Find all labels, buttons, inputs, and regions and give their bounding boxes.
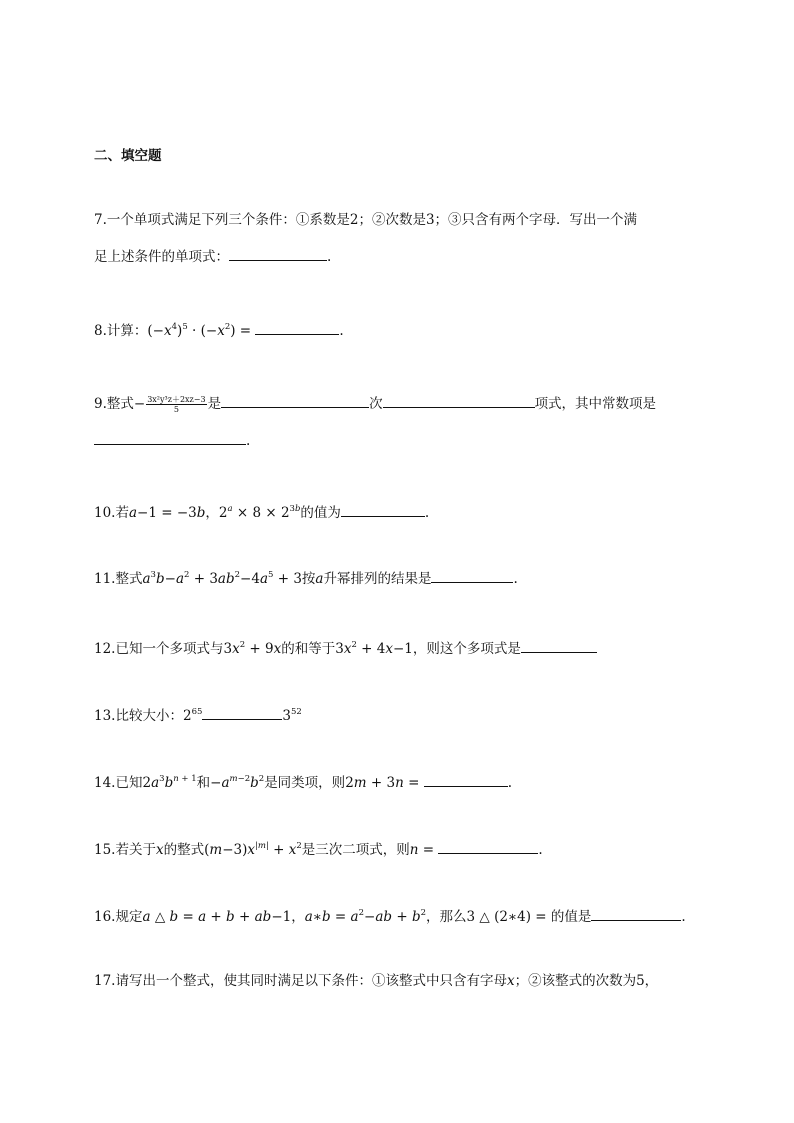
q7-text-2: 足上述条件的单项式： bbox=[94, 249, 229, 265]
question-8: 8.计算：$(-x^4)^5 \cdot (-x^2)$ = . bbox=[94, 322, 344, 339]
q7-text: 7.一个单项式满足下列三个条件：①系数是2；②次数是3；③只含有两个字母．写出一个满 bbox=[94, 212, 638, 228]
question-17: 17.请写出一个整式，使其同时满足以下条件：①该整式中只含有字母x；②该整式的次数为5， bbox=[94, 973, 659, 989]
question-16: 16.规定a △ b = a + b + ab−1，a∗b = $a^2-ab + b^2$，那么3 △ (2∗4) = 的值是 . bbox=[94, 908, 686, 925]
answer-blank-9c[interactable] bbox=[94, 430, 246, 445]
q8-math: $(-x^4)^5 \cdot (-x^2)$ = bbox=[147, 322, 256, 339]
answer-blank-11[interactable] bbox=[431, 568, 513, 583]
answer-blank-7[interactable] bbox=[229, 246, 327, 261]
question-14: 14.已知$2a^3b^{n + 1}$和$-a^{m-2}b^2$是同类项，则2m + 3n = . bbox=[94, 774, 512, 791]
answer-blank-9b[interactable] bbox=[383, 393, 535, 408]
answer-blank-10[interactable] bbox=[341, 502, 425, 517]
answer-blank-13[interactable] bbox=[202, 705, 282, 720]
question-15: 15.若关于x的整式$(m-3)x^{|m|} + x^2$是三次二项式，则n = . bbox=[94, 841, 543, 858]
question-13: 13.比较大小：$2^{65}$ $3^{52}$ bbox=[94, 707, 302, 724]
question-9-line-2: . bbox=[94, 430, 250, 450]
question-7-line-2: 足上述条件的单项式： . bbox=[94, 246, 331, 266]
answer-blank-12[interactable] bbox=[521, 638, 597, 653]
question-11: 11.整式$a^3b-a^2 + 3ab^2-4a^5 + 3$按a升幂排列的结果是 . bbox=[94, 570, 518, 587]
answer-blank-16[interactable] bbox=[591, 906, 681, 921]
question-10: 10.若a−1 = −3b，$2^a \times 8 \times 2^{3b}$的值为 . bbox=[94, 504, 430, 521]
question-12: 12.已知一个多项式与$3x^2 + 9x$的和等于$3x^2 + 4x-1$，则这个多项式是 bbox=[94, 636, 597, 658]
answer-blank-9a[interactable] bbox=[221, 393, 369, 408]
answer-blank-15[interactable] bbox=[438, 839, 538, 854]
section-title: 二、填空题 bbox=[94, 148, 162, 164]
question-9-line-1: 9.整式− $\frac{\text{3x²y³z＋2xz−3}}{5}$ 是 次 项式，其中常数项是 bbox=[94, 395, 657, 414]
answer-blank-14[interactable] bbox=[424, 772, 508, 787]
q9-fraction: $\frac{\text{3x²y³z＋2xz−3}}{5}$ bbox=[147, 395, 206, 414]
question-7-line-1 bbox=[94, 211, 637, 229]
answer-blank-8[interactable] bbox=[255, 320, 339, 335]
